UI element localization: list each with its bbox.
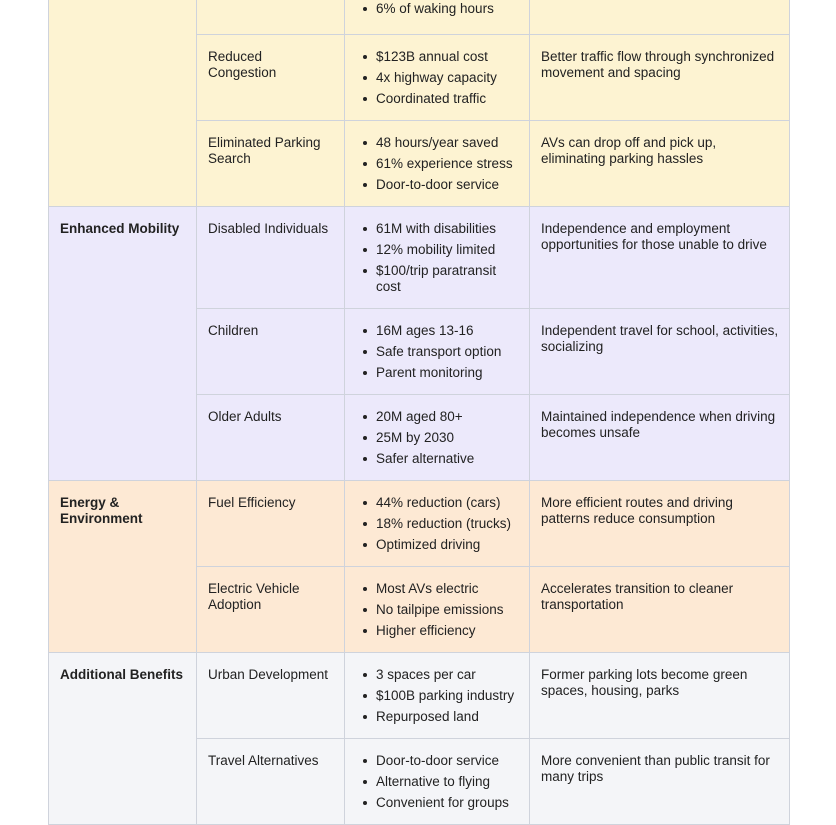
list-item: 6% of waking hours	[376, 1, 519, 17]
table-row	[49, 207, 790, 309]
points-list	[356, 323, 519, 381]
points-cell	[345, 653, 530, 739]
description-cell: Former parking lots become green spaces, housing, parks	[530, 653, 790, 739]
benefit-cell: Reduced Congestion	[197, 35, 345, 121]
list-item: Safe transport option	[376, 344, 519, 360]
description-cell: Better traffic flow through synchronized movement and spacing	[530, 35, 790, 121]
category-cell: Additional Benefits	[49, 653, 197, 825]
list-item: 48 hours/year saved	[376, 135, 519, 151]
points-cell	[345, 121, 530, 207]
list-item: Higher efficiency	[376, 623, 519, 639]
list-item: Most AVs electric	[376, 581, 519, 597]
table-row	[49, 0, 790, 35]
table-row	[49, 653, 790, 739]
points-cell	[345, 309, 530, 395]
benefit-cell: Disabled Individuals	[197, 207, 345, 309]
list-item: Safer alternative	[376, 451, 519, 467]
points-list	[356, 753, 519, 811]
table-row	[49, 481, 790, 567]
points-list	[356, 1, 519, 17]
points-list	[356, 581, 519, 639]
points-cell	[345, 739, 530, 825]
benefit-cell: Older Adults	[197, 395, 345, 481]
benefit-cell: Urban Development	[197, 653, 345, 739]
list-item: $123B annual cost	[376, 49, 519, 65]
points-list	[356, 409, 519, 467]
list-item: 16M ages 13-16	[376, 323, 519, 339]
description-cell: Independence and employment opportunities for those unable to drive	[530, 207, 790, 309]
benefit-cell: Children	[197, 309, 345, 395]
description-cell: More convenient than public transit for many trips	[530, 739, 790, 825]
list-item: $100B parking industry	[376, 688, 519, 704]
group-energy-environment	[49, 481, 790, 653]
list-item: Parent monitoring	[376, 365, 519, 381]
points-list	[356, 495, 519, 553]
list-item: Coordinated traffic	[376, 91, 519, 107]
list-item: 18% reduction (trucks)	[376, 516, 519, 532]
list-item: Alternative to flying	[376, 774, 519, 790]
list-item: Door-to-door service	[376, 753, 519, 769]
points-cell	[345, 567, 530, 653]
category-cell: Energy & Environment	[49, 481, 197, 653]
benefit-cell: Eliminated Parking Search	[197, 121, 345, 207]
list-item: 12% mobility limited	[376, 242, 519, 258]
benefit-cell: Travel Alternatives	[197, 739, 345, 825]
list-item: 20M aged 80+	[376, 409, 519, 425]
points-cell	[345, 481, 530, 567]
description-cell: Accelerates transition to cleaner transportation	[530, 567, 790, 653]
benefit-cell: Electric Vehicle Adoption	[197, 567, 345, 653]
points-cell	[345, 0, 530, 35]
points-cell	[345, 207, 530, 309]
benefit-cell: Fuel Efficiency	[197, 481, 345, 567]
list-item: Repurposed land	[376, 709, 519, 725]
points-list	[356, 49, 519, 107]
list-item: 25M by 2030	[376, 430, 519, 446]
description-cell: More efficient routes and driving patterns reduce consumption	[530, 481, 790, 567]
list-item: $100/trip paratransit cost	[376, 263, 519, 295]
group-time-savings	[49, 0, 790, 207]
list-item: 4x highway capacity	[376, 70, 519, 86]
list-item: Convenient for groups	[376, 795, 519, 811]
points-cell	[345, 395, 530, 481]
list-item: 61% experience stress	[376, 156, 519, 172]
description-cell: Maintained independence when driving becomes unsafe	[530, 395, 790, 481]
group-enhanced-mobility	[49, 207, 790, 481]
category-cell	[49, 0, 197, 207]
list-item: 61M with disabilities	[376, 221, 519, 237]
benefit-cell	[197, 0, 345, 35]
list-item: Optimized driving	[376, 537, 519, 553]
category-cell: Enhanced Mobility	[49, 207, 197, 481]
list-item: 3 spaces per car	[376, 667, 519, 683]
description-cell	[530, 0, 790, 35]
benefits-table	[48, 0, 790, 825]
group-additional-benefits	[49, 653, 790, 825]
list-item: 44% reduction (cars)	[376, 495, 519, 511]
benefits-table-container	[48, 0, 789, 825]
list-item: No tailpipe emissions	[376, 602, 519, 618]
points-cell	[345, 35, 530, 121]
description-cell: AVs can drop off and pick up, eliminating parking hassles	[530, 121, 790, 207]
list-item: Door-to-door service	[376, 177, 519, 193]
points-list	[356, 221, 519, 295]
points-list	[356, 667, 519, 725]
points-list	[356, 135, 519, 193]
description-cell: Independent travel for school, activities, socializing	[530, 309, 790, 395]
